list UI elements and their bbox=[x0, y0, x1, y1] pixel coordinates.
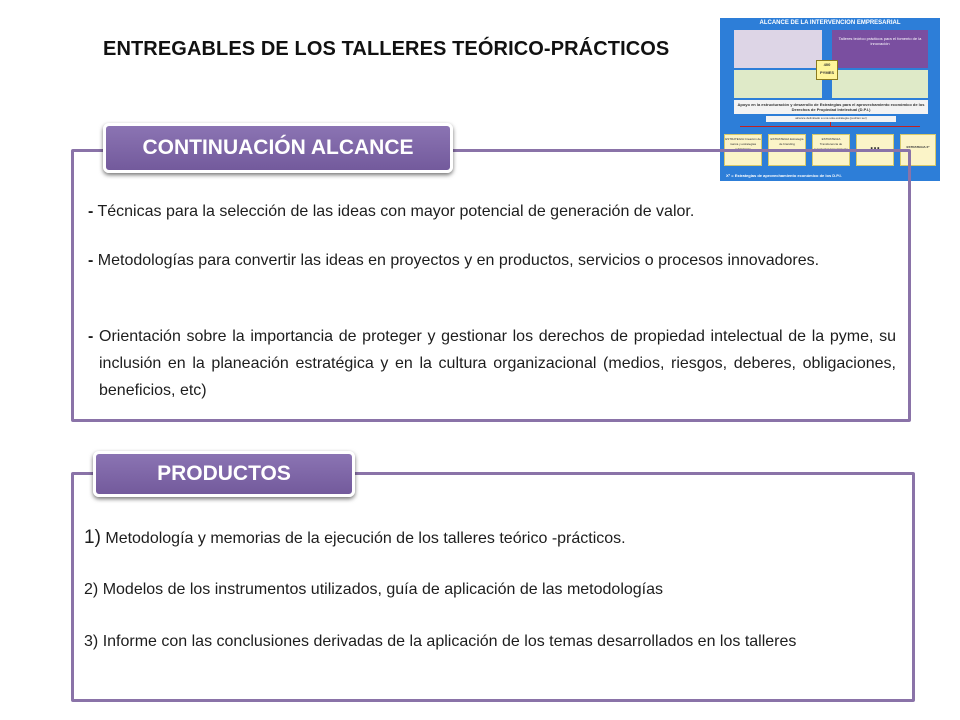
product-item-2 bbox=[84, 576, 904, 603]
product-item-text: Metodología y memorias de la ejecución de los talleres teórico -prácticos. bbox=[105, 530, 626, 547]
product-item-1 bbox=[84, 524, 904, 552]
item-number: 3) bbox=[84, 633, 99, 650]
thumbnail-strategy-1: ESTRATEGIA Creación de marca y estrategias publicitarias bbox=[724, 134, 762, 166]
thumbnail-box-right-bottom bbox=[832, 70, 928, 98]
thumbnail-strategy-3: ESTRATEGIA Transferencia de tecnología/ Conocimiento bbox=[812, 134, 850, 166]
item-number: 1) bbox=[84, 527, 101, 548]
thumbnail-title: ALCANCE DE LA INTERVENCION EMPRESARIAL bbox=[759, 20, 901, 26]
section-products-label: PRODUCTOS bbox=[93, 451, 355, 497]
section-scope-label: CONTINUACIÓN ALCANCE bbox=[103, 123, 453, 173]
scope-item-3 bbox=[88, 323, 896, 404]
scope-item-1 bbox=[88, 198, 908, 225]
thumbnail-connector bbox=[830, 122, 831, 127]
item-dash: - bbox=[88, 252, 94, 269]
thumbnail-badge: 400 PYMES bbox=[816, 60, 838, 80]
thumbnail-box-support: Apoyo en la estructuración y desarrollo de Estrategias para el aprovechamiento económico de los Derechos de Propiedad Intelectual (D.P.I.) bbox=[734, 100, 928, 114]
thumbnail-strategy-2: ESTRATEGIA Estrategia de branding bbox=[768, 134, 806, 166]
thumbnail-box-left-top bbox=[734, 30, 822, 68]
scope-item-2 bbox=[88, 247, 908, 274]
thumbnail-box-workshops: Talleres teórico prácticos para el fomento de la innovación bbox=[832, 30, 928, 68]
item-dash: - bbox=[88, 328, 94, 345]
product-item-text: Modelos de los instrumentos utilizados, guía de aplicación de las metodologías bbox=[102, 581, 664, 598]
thumbnail-box-scope-note: alcance delimitado a una sola estrategia (podrían ser) bbox=[766, 116, 896, 122]
thumbnail-box-left-bottom bbox=[734, 70, 822, 98]
thumbnail-strategy-5: ESTRATEGIA Xº bbox=[900, 134, 936, 166]
page-title: ENTREGABLES DE LOS TALLERES TEÓRICO-PRÁCTICOS bbox=[103, 38, 670, 60]
item-dash: - bbox=[88, 203, 94, 220]
thumbnail-footer: Xº = Estrategias de aprovechamiento económico de los D.P.I. bbox=[726, 173, 842, 178]
scope-item-text: Técnicas para la selección de las ideas con mayor potencial de generación de valor. bbox=[97, 203, 695, 220]
product-item-3 bbox=[84, 628, 884, 655]
product-item-text: Informe con las conclusiones derivadas de la aplicación de los temas desarrollados en los talleres bbox=[102, 633, 797, 650]
scope-item-text: Metodologías para convertir las ideas en proyectos y en productos, servicios o procesos innovadores. bbox=[97, 252, 820, 269]
thumbnail-strategy-4: ... bbox=[856, 134, 894, 166]
item-number: 2) bbox=[84, 581, 99, 598]
scope-item-text: Orientación sobre la importancia de proteger y gestionar los derechos de propiedad intelectual de la pyme, su inclusión en la planeación estratégica y en la cultura organizacional (medios, riesgos, deberes, obligaciones, beneficios, etc) bbox=[99, 328, 897, 399]
